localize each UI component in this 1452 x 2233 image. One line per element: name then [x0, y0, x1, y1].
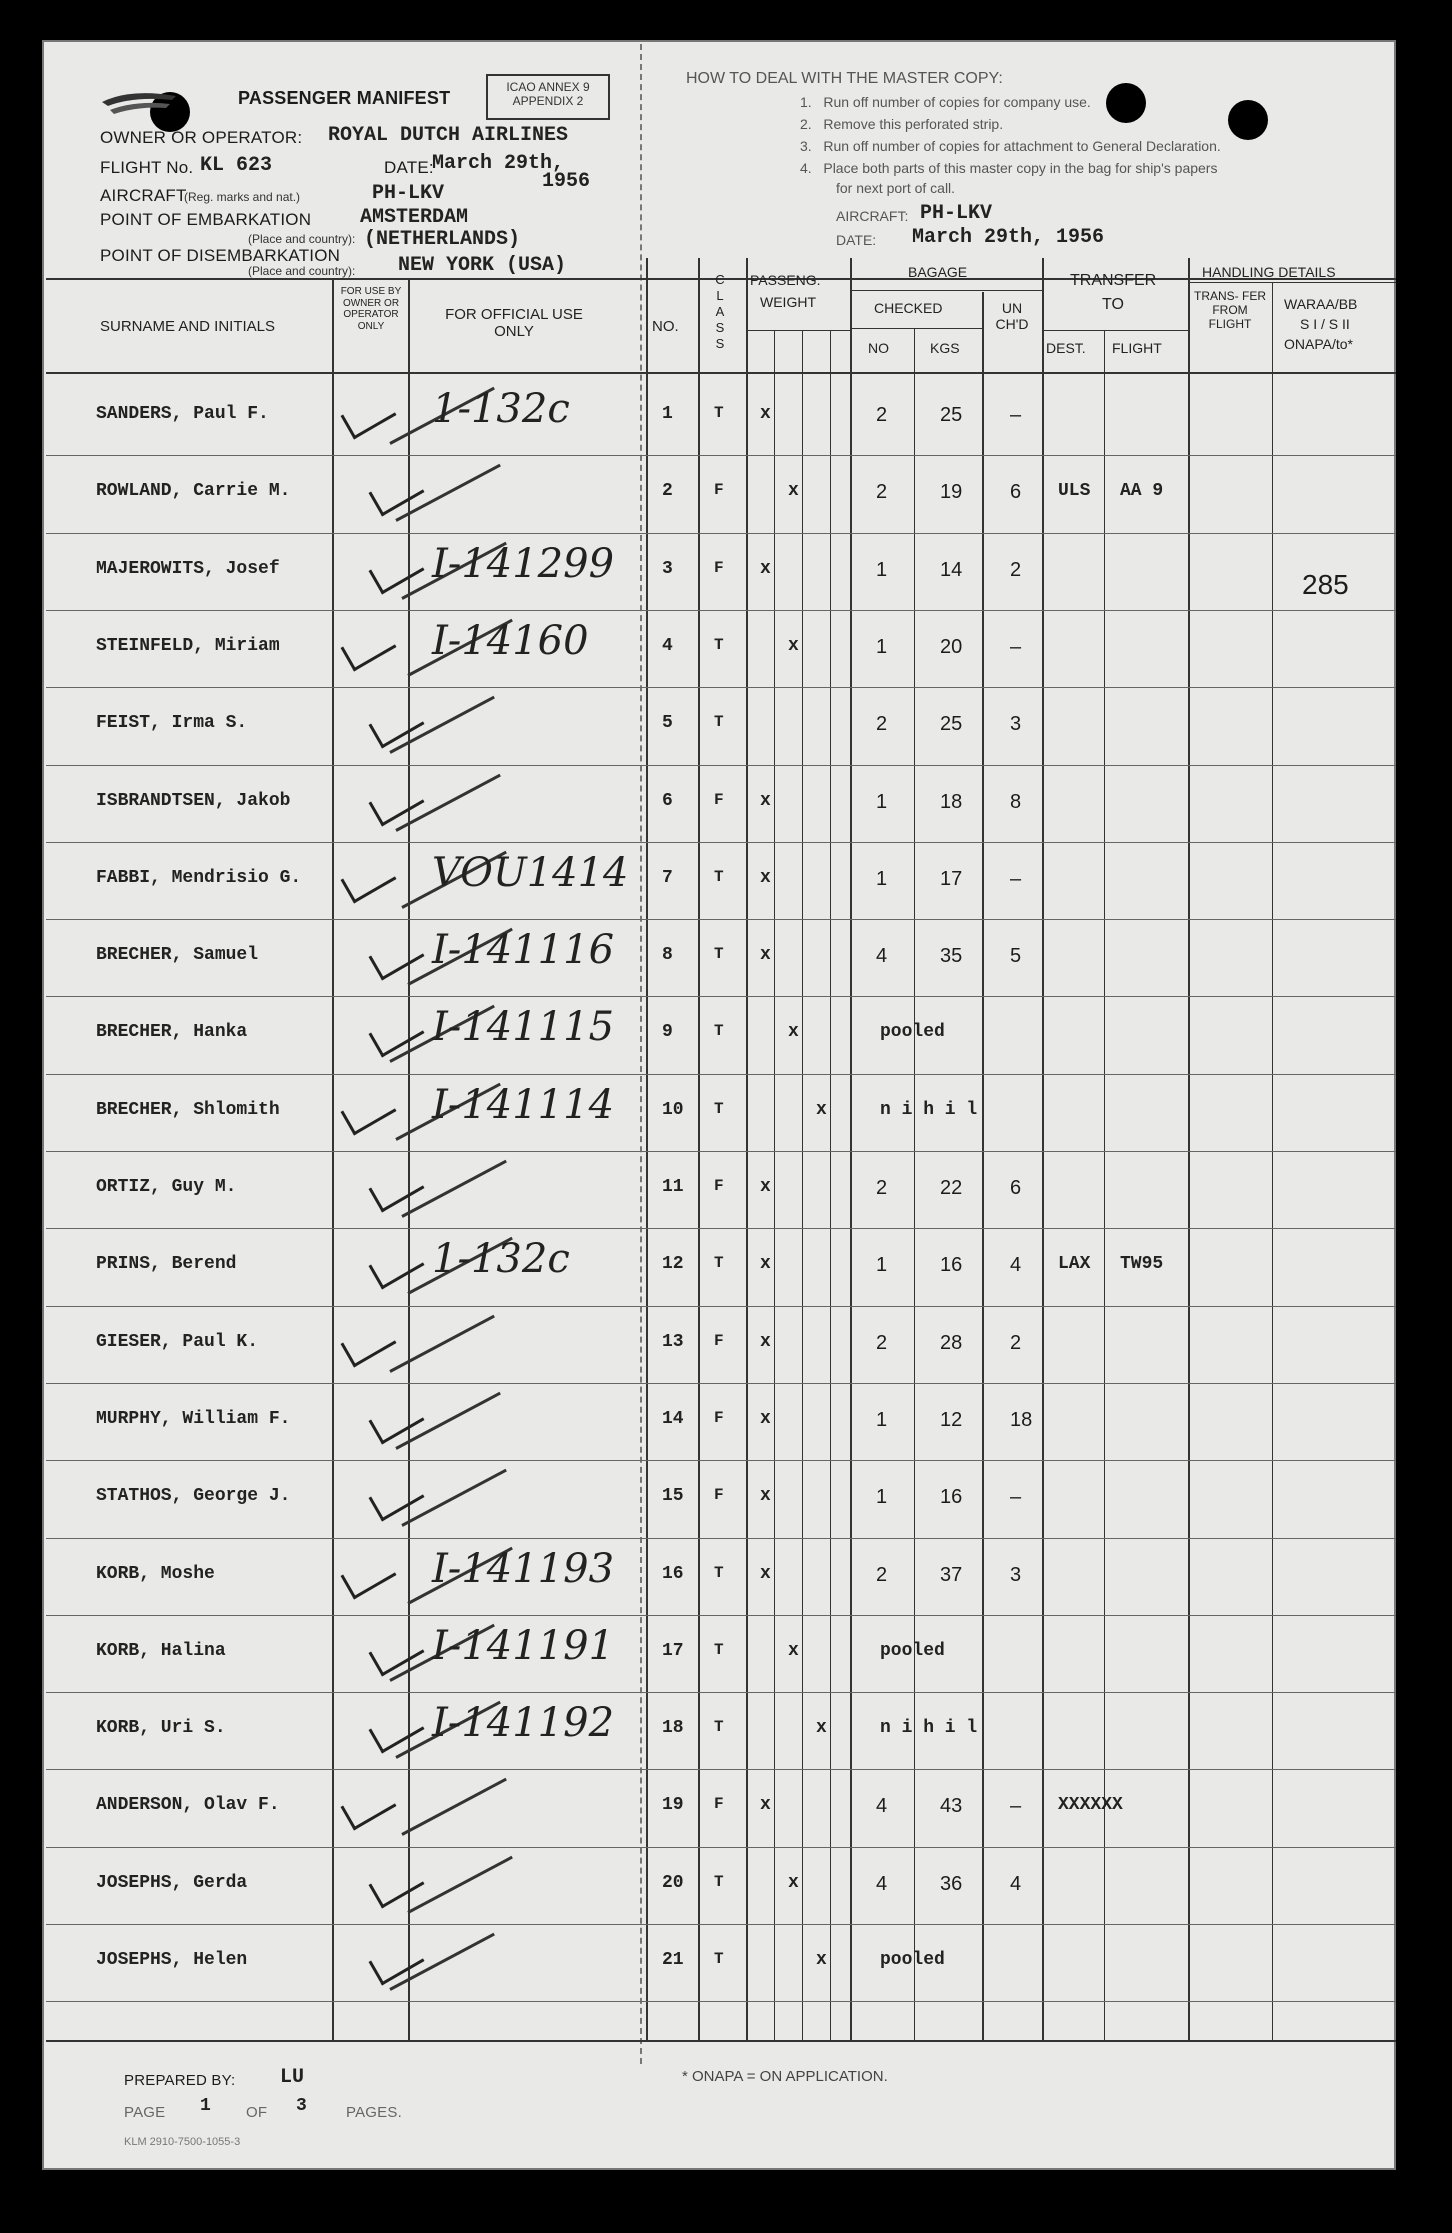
row-rule	[46, 2001, 1396, 2002]
bag-unchecked: 6	[1010, 481, 1022, 503]
passenger-no: 17	[662, 1641, 684, 1661]
weight-mark: x	[816, 1950, 827, 1970]
bag-kgs: 28	[940, 1332, 963, 1354]
row-rule	[46, 1074, 1396, 1075]
passenger-name: FEIST, Irma S.	[96, 713, 248, 733]
bag-unchecked: 2	[1010, 1332, 1022, 1354]
row-rule	[46, 842, 1396, 843]
row-rule	[46, 533, 1396, 534]
passenger-name: PRINS, Berend	[96, 1254, 237, 1274]
row-rule	[46, 1151, 1396, 1152]
row-rule	[46, 610, 1396, 611]
passenger-class: T	[714, 1100, 724, 1118]
instruction-4-cont: for next port of call.	[836, 180, 956, 196]
passenger-name: GIESER, Paul K.	[96, 1332, 259, 1352]
bag-kgs: 14	[940, 559, 963, 581]
weight-mark: x	[760, 1486, 771, 1506]
passenger-class: T	[714, 1718, 724, 1736]
passenger-name: JOSEPHS, Gerda	[96, 1873, 248, 1893]
col-line-official	[408, 280, 410, 2040]
passenger-class: T	[714, 404, 724, 422]
weight-mark: x	[760, 1564, 771, 1584]
col-line-flight	[1104, 330, 1105, 2040]
passenger-no: 21	[662, 1950, 684, 1970]
row-rule	[46, 687, 1396, 688]
weight-mark: x	[760, 404, 771, 424]
official-annotation: I-141191	[432, 1623, 615, 1669]
passenger-name: ROWLAND, Carrie M.	[96, 481, 291, 501]
passenger-class: F	[714, 559, 724, 577]
bag-count: 1	[876, 791, 888, 813]
passenger-class: F	[714, 1409, 724, 1427]
klm-wing-logo	[100, 82, 180, 122]
header-weight: WEIGHT	[760, 294, 816, 310]
passenger-name: STATHOS, George J.	[96, 1486, 291, 1506]
bag-kgs: 25	[940, 713, 963, 735]
bag-unchecked: 8	[1010, 791, 1022, 813]
flight-value: KL 623	[200, 154, 273, 177]
bag-count: 2	[876, 404, 888, 426]
bag-count: 2	[876, 1177, 888, 1199]
passenger-class: T	[714, 1254, 724, 1272]
bag-kgs: 36	[940, 1873, 963, 1895]
header-handling: HANDLING DETAILS	[1202, 264, 1336, 280]
owner-label: OWNER OR OPERATOR:	[100, 128, 303, 147]
handling-subrule	[1188, 282, 1396, 283]
row-rule	[46, 1769, 1396, 1770]
official-annotation: I-141299	[432, 541, 615, 587]
weight-mark: x	[760, 1795, 771, 1815]
instruction-1: 1. Run off number of copies for company use.	[800, 94, 1091, 110]
baggage-status: n i h i l	[880, 1100, 978, 1120]
baggage-subrule	[850, 290, 1042, 291]
passenger-class: T	[714, 1950, 724, 1968]
row-rule	[46, 1306, 1396, 1307]
col-line-w2	[802, 330, 803, 2040]
header-baggage: BAGAGE	[908, 264, 968, 280]
aircraft-sub: (Reg. marks and nat.)	[184, 190, 301, 204]
header-to: TO	[1102, 296, 1124, 313]
checked-subrule	[850, 328, 982, 329]
handling-note: 285	[1302, 569, 1349, 600]
disembark-value: NEW YORK (USA)	[398, 254, 567, 277]
passenger-name: STEINFELD, Miriam	[96, 636, 280, 656]
passenger-no: 7	[662, 868, 673, 888]
official-annotation: 1-132c	[432, 386, 570, 432]
header-flight: FLIGHT	[1112, 340, 1162, 356]
bag-kgs: 20	[940, 636, 963, 658]
passenger-no: 6	[662, 791, 673, 811]
passenger-name: ORTIZ, Guy M.	[96, 1177, 237, 1197]
transfer-dest: LAX	[1058, 1254, 1091, 1274]
official-annotation: I-141192	[432, 1700, 615, 1746]
header-passeng: PASSENG.	[750, 272, 821, 288]
embark-label: POINT OF EMBARKATION	[100, 210, 312, 229]
weight-mark: x	[760, 1409, 771, 1429]
passenger-class: T	[714, 868, 724, 886]
embark-country: (NETHERLANDS)	[364, 228, 521, 251]
instruction-3: 3. Run off number of copies for attachment to General Declaration.	[800, 138, 1221, 154]
bag-unchecked: 5	[1010, 945, 1022, 967]
bag-count: 2	[876, 1332, 888, 1354]
header-unchd: UN CH'D	[995, 300, 1029, 333]
col-line-no	[646, 258, 648, 2040]
header-bag-no: NO	[868, 340, 889, 356]
weight-mark: x	[760, 868, 771, 888]
bag-count: 1	[876, 1409, 888, 1431]
passenger-name: ISBRANDTSEN, Jakob	[96, 791, 291, 811]
weight-mark: x	[788, 481, 799, 501]
weight-mark: x	[816, 1718, 827, 1738]
passenger-class: T	[714, 1873, 724, 1891]
bag-kgs: 25	[940, 404, 963, 426]
punch-hole-middle	[1106, 83, 1146, 123]
annex-label: ICAO ANNEX 9	[506, 80, 590, 94]
disembark-label: POINT OF DISEMBARKATION	[100, 246, 341, 265]
transfer-subrule	[1042, 330, 1188, 331]
passenger-no: 5	[662, 713, 673, 733]
appendix-label: APPENDIX 2	[512, 94, 584, 108]
bag-unchecked: 6	[1010, 1177, 1022, 1199]
passenger-no: 4	[662, 636, 673, 656]
baggage-status: n i h i l	[880, 1718, 978, 1738]
passenger-class: F	[714, 1795, 724, 1813]
passenger-no: 3	[662, 559, 673, 579]
passenger-name: BRECHER, Shlomith	[96, 1100, 280, 1120]
passenger-class: T	[714, 1022, 724, 1040]
bag-count: 4	[876, 1873, 888, 1895]
bag-count: 2	[876, 713, 888, 735]
aircraft-value: PH-LKV	[372, 182, 445, 205]
official-annotation: I-14160	[432, 618, 589, 664]
passenger-class: T	[714, 1564, 724, 1582]
col-line-kgs	[914, 328, 915, 2040]
form-number: KLM 2910-7500-1055-3	[124, 2136, 241, 2148]
row-rule	[46, 1228, 1396, 1229]
bag-unchecked: –	[1010, 404, 1022, 426]
header-transfer: TRANSFER	[1070, 272, 1157, 289]
disembark-sub: (Place and country):	[248, 264, 356, 278]
bag-unchecked: 4	[1010, 1873, 1022, 1895]
passenger-no: 19	[662, 1795, 684, 1815]
passenger-name: BRECHER, Hanka	[96, 1022, 248, 1042]
bag-unchecked: –	[1010, 1795, 1022, 1817]
passenger-class: F	[714, 791, 724, 809]
passenger-name: SANDERS, Paul F.	[96, 404, 269, 424]
passenger-no: 18	[662, 1718, 684, 1738]
bag-kgs: 12	[940, 1409, 963, 1431]
date-label: DATE:	[384, 158, 434, 177]
copy-aircraft-value: PH-LKV	[920, 202, 993, 225]
header-transfer-from: TRANS- FER FROM FLIGHT	[1194, 289, 1266, 331]
passenger-class: T	[714, 713, 724, 731]
col-line-passeng	[746, 258, 748, 2040]
bag-kgs: 19	[940, 481, 963, 503]
row-rule	[46, 455, 1396, 456]
perforation-line	[640, 44, 642, 2064]
weight-mark: x	[816, 1100, 827, 1120]
bag-unchecked: 2	[1010, 559, 1022, 581]
passenger-name: FABBI, Mendrisio G.	[96, 868, 302, 888]
passenger-name: MAJEROWITS, Josef	[96, 559, 280, 579]
baggage-status: pooled	[880, 1950, 945, 1970]
bag-unchecked: 4	[1010, 1254, 1022, 1276]
passenger-no: 15	[662, 1486, 684, 1506]
official-annotation: I-141114	[432, 1082, 615, 1128]
pages-value: 3	[296, 2096, 307, 2116]
passenger-name: KORB, Moshe	[96, 1564, 215, 1584]
weight-mark: x	[760, 945, 771, 965]
instructions-title: HOW TO DEAL WITH THE MASTER COPY:	[686, 70, 1003, 87]
bag-unchecked: 18	[1010, 1409, 1033, 1431]
passenger-class: T	[714, 636, 724, 654]
annex-box	[486, 74, 610, 120]
page-value: 1	[200, 2096, 211, 2116]
col-line-handling	[1188, 258, 1190, 2040]
row-rule	[46, 1538, 1396, 1539]
bag-kgs: 35	[940, 945, 963, 967]
manifest-title: PASSENGER MANIFEST	[238, 88, 451, 108]
owner-value: ROYAL DUTCH AIRLINES	[328, 124, 569, 147]
passenger-no: 8	[662, 945, 673, 965]
instruction-2: 2. Remove this perforated strip.	[800, 116, 1004, 132]
weight-mark: x	[788, 636, 799, 656]
bag-kgs: 17	[940, 868, 963, 890]
of-label: OF	[246, 2104, 268, 2121]
passenger-no: 1	[662, 404, 673, 424]
page-label: PAGE	[124, 2104, 166, 2121]
transfer-dest: XXXXXX	[1058, 1795, 1123, 1815]
transfer-dest: ULS	[1058, 481, 1091, 501]
passenger-no: 16	[662, 1564, 684, 1584]
passenger-class: T	[714, 945, 724, 963]
col-line-waraa	[1272, 282, 1273, 2040]
bag-count: 1	[876, 559, 888, 581]
weight-mark: x	[760, 559, 771, 579]
passenger-name: ANDERSON, Olav F.	[96, 1795, 280, 1815]
passenger-class: F	[714, 1332, 724, 1350]
pages-label: PAGES.	[346, 2104, 402, 2121]
date-value: March 29th,	[432, 152, 565, 175]
instruction-4: 4. Place both parts of this master copy in the bag for ship's papers	[800, 160, 1218, 176]
weight-mark: x	[788, 1022, 799, 1042]
col-line-class	[698, 258, 700, 2040]
passenger-no: 13	[662, 1332, 684, 1352]
header-onapa: ONAPA/to*	[1284, 336, 1353, 352]
col-line-unchd	[982, 292, 984, 2040]
official-annotation: I-141193	[432, 1546, 615, 1592]
prepared-label: PREPARED BY:	[124, 2072, 236, 2089]
instruction-4-text: Place both parts of this master copy in the bag for ship's papers	[823, 160, 1218, 176]
header-no: NO.	[652, 318, 679, 335]
baggage-status: pooled	[880, 1641, 945, 1661]
bag-count: 1	[876, 1254, 888, 1276]
transfer-flight: TW95	[1120, 1254, 1164, 1274]
bag-count: 4	[876, 1795, 888, 1817]
row-rule	[46, 1460, 1396, 1461]
col-line-owner	[332, 280, 334, 2040]
passenger-no: 14	[662, 1409, 684, 1429]
weight-mark: x	[760, 1254, 771, 1274]
instruction-3-text: Run off number of copies for attachment to General Declaration.	[823, 138, 1221, 154]
passenger-no: 2	[662, 481, 673, 501]
passenger-class: F	[714, 481, 724, 499]
weight-mark: x	[788, 1873, 799, 1893]
passenger-no: 10	[662, 1100, 684, 1120]
header-dest: DEST.	[1046, 340, 1086, 356]
bag-count: 2	[876, 1564, 888, 1586]
passenger-name: KORB, Halina	[96, 1641, 226, 1661]
row-rule	[46, 765, 1396, 766]
col-line-w1	[774, 330, 775, 2040]
copy-aircraft-label: AIRCRAFT:	[836, 208, 909, 224]
passenger-no: 20	[662, 1873, 684, 1893]
header-sisii: S I / S II	[1300, 316, 1350, 332]
instruction-2-text: Remove this perforated strip.	[823, 116, 1004, 132]
col-line-transfer	[1042, 258, 1044, 2040]
bag-unchecked: –	[1010, 636, 1022, 658]
header-kgs: KGS	[930, 340, 960, 356]
flight-label: FLIGHT No.	[100, 158, 194, 177]
col-line-w3	[830, 330, 831, 2040]
aircraft-label: AIRCRAFT	[100, 186, 187, 205]
punch-hole-right	[1228, 100, 1268, 140]
official-annotation: 1-132c	[432, 1236, 570, 1282]
header-waraa: WARAA/BB	[1284, 296, 1358, 312]
passenger-no: 9	[662, 1022, 673, 1042]
bag-unchecked: 3	[1010, 713, 1022, 735]
bag-count: 1	[876, 868, 888, 890]
row-rule	[46, 1615, 1396, 1616]
passenger-name: JOSEPHS, Helen	[96, 1950, 248, 1970]
prepared-value: LU	[280, 2066, 305, 2089]
passenger-no: 11	[662, 1177, 684, 1197]
baggage-status: pooled	[880, 1022, 945, 1042]
row-rule	[46, 1692, 1396, 1693]
embark-place: AMSTERDAM	[360, 206, 469, 229]
weight-mark: x	[788, 1641, 799, 1661]
header-class: CLASS	[715, 272, 725, 351]
bag-kgs: 43	[940, 1795, 963, 1817]
passenger-name: BRECHER, Samuel	[96, 945, 259, 965]
header-official: FOR OFFICIAL USE ONLY	[445, 306, 583, 341]
weight-mark: x	[760, 791, 771, 811]
bag-count: 1	[876, 636, 888, 658]
col-line-baggage	[850, 258, 852, 2040]
passenger-class: F	[714, 1177, 724, 1195]
table-bottom-rule	[46, 2040, 1396, 2042]
passenger-class: F	[714, 1486, 724, 1504]
bag-unchecked: –	[1010, 1486, 1022, 1508]
row-rule	[46, 1383, 1396, 1384]
official-annotation: I-141115	[432, 1004, 615, 1050]
weight-mark: x	[760, 1177, 771, 1197]
bag-kgs: 16	[940, 1254, 963, 1276]
weight-subrule	[746, 330, 850, 331]
bag-unchecked: –	[1010, 868, 1022, 890]
transfer-flight: AA 9	[1120, 481, 1164, 501]
row-rule	[46, 1847, 1396, 1848]
row-rule	[46, 919, 1396, 920]
passenger-no: 12	[662, 1254, 684, 1274]
instruction-1-text: Run off number of copies for company use.	[823, 94, 1091, 110]
copy-date-label: DATE:	[836, 232, 877, 248]
bag-unchecked: 3	[1010, 1564, 1022, 1586]
passenger-name: MURPHY, William F.	[96, 1409, 291, 1429]
bag-kgs: 22	[940, 1177, 963, 1199]
copy-date-value: March 29th, 1956	[912, 226, 1105, 249]
onapa-note: * ONAPA = ON APPLICATION.	[682, 2068, 888, 2085]
embark-sub: (Place and country):	[248, 232, 356, 246]
row-rule	[46, 1924, 1396, 1925]
header-checked: CHECKED	[874, 300, 943, 316]
official-annotation: I-141116	[432, 927, 615, 973]
table-header-rule	[46, 372, 1396, 374]
official-annotation: VOU1414	[432, 850, 629, 896]
bag-kgs: 16	[940, 1486, 963, 1508]
bag-count: 1	[876, 1486, 888, 1508]
bag-kgs: 37	[940, 1564, 963, 1586]
bag-count: 2	[876, 481, 888, 503]
header-owner-use: FOR USE BY OWNER OR OPERATOR ONLY	[340, 286, 402, 332]
row-rule	[46, 996, 1396, 997]
weight-mark: x	[760, 1332, 771, 1352]
bag-count: 4	[876, 945, 888, 967]
passenger-class: T	[714, 1641, 724, 1659]
passenger-name: KORB, Uri S.	[96, 1718, 226, 1738]
header-surname: SURNAME AND INITIALS	[100, 318, 276, 335]
bag-kgs: 18	[940, 791, 963, 813]
year-value: 1956	[542, 170, 591, 193]
